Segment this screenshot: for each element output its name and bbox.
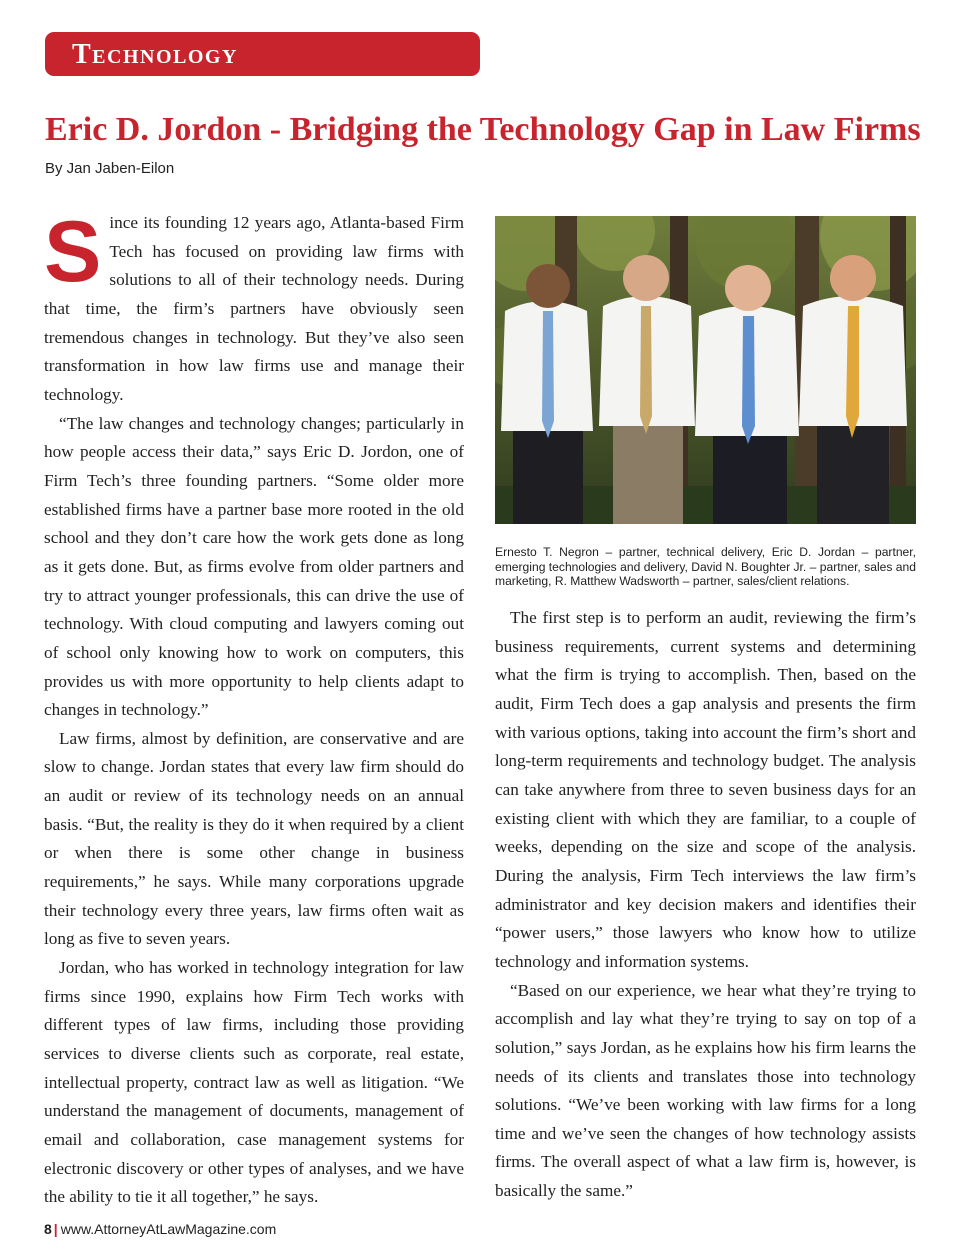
paragraph: “Based on our experience, we hear what they’re trying to accomplish and lay what they’re trying to say on top of a solution,” says Jordan, as he explains how his firm learns the needs of its clients and translates those into technology solutions. “We’ve been working with law firms for a long time and we’ve seen the changes of how technology assists firms. The overall aspect of what a law firm is, however, is basically the same.” <box>495 980 916 1201</box>
photo-caption: Ernesto T. Negron – partner, technical delivery, Eric D. Jordan – partner, emerging technologies and delivery, David N. Boughter Jr. – partner, sales and marketing, R. Matthew Wadsworth – partner, sales/client relations. <box>495 545 916 589</box>
partners-photo <box>495 216 916 524</box>
paragraph: “The law changes and technology changes; particularly in how people access their data,” says Eric D. Jordon, one of Firm Tech’s three founding partners. “Some older more established firms have a partner base more rooted in the old school and they don’t care how the work gets done as long as it gets done. But, as firms evolve from older partners and try to attract younger professionals, this can drive the use of technology. With cloud computing and lawyers coming out of school only knowing how to work on computers, this provides us with more opportunity to help clients adapt to changes in technology.” <box>44 413 464 720</box>
paragraph: Jordan, who has worked in technology integration for law firms since 1990, explains how Firm Tech works with different types of law firms, including those providing services to diverse clients such as corporate, real estate, intellectual property, contract law as well as litigation. “We understand the management of documents, management of email and collaboration, case management systems for electronic discovery or other types of analyses, and we have the ability to tie it all together,” he says. <box>44 958 464 1207</box>
footer-website: www.AttorneyAtLawMagazine.com <box>60 1221 277 1237</box>
partners-photo-illustration <box>495 216 916 524</box>
section-label: Technology <box>72 39 238 70</box>
page-footer <box>44 1221 276 1237</box>
paragraph: ince its founding 12 years ago, Atlanta-based Firm Tech has focused on providing law firms with solutions to all of their technology needs. During that time, the firm’s partners have obviously seen tremendous changes in technology. But they’ve also seen transformation in how law firms use and manage their technology. <box>44 213 464 404</box>
drop-cap: S <box>44 204 102 300</box>
article-column-left <box>44 204 464 1212</box>
page-number: 8 <box>44 1221 52 1237</box>
byline: By Jan Jaben-Eilon <box>45 160 175 177</box>
footer-divider: | <box>53 1221 58 1237</box>
article-title: Eric D. Jordon - Bridging the Technology Gap in Law Firms <box>45 111 921 148</box>
paragraph: The first step is to perform an audit, reviewing the firm’s business requirements, current systems and determining what the firm is trying to accomplish. Then, based on the audit, Firm Tech does a gap analysis and presents the firm with various options, taking into account the firm’s short and long-term requirements and technology budget. The analysis can take anywhere from three to seven business days for an existing client with which they are familiar, to a couple of weeks, depending on the size and scope of the analysis. During the analysis, Firm Tech interviews the law firm’s administrator and key decision makers and identifies their “power users,” those lawyers who know how to utilize technology and information systems. <box>495 608 916 971</box>
paragraph: Law firms, almost by definition, are conservative and are slow to change. Jordan states that every law firm should do an audit or review of its technology needs on an annual basis. “But, the reality is they do it when required by a client or when there is some other change in business requirements,” he says. While many corporations upgrade their technology every three years, law firms often wait as long as five to seven years. <box>44 728 464 949</box>
section-banner <box>45 32 480 76</box>
article-column-right <box>495 604 916 1206</box>
